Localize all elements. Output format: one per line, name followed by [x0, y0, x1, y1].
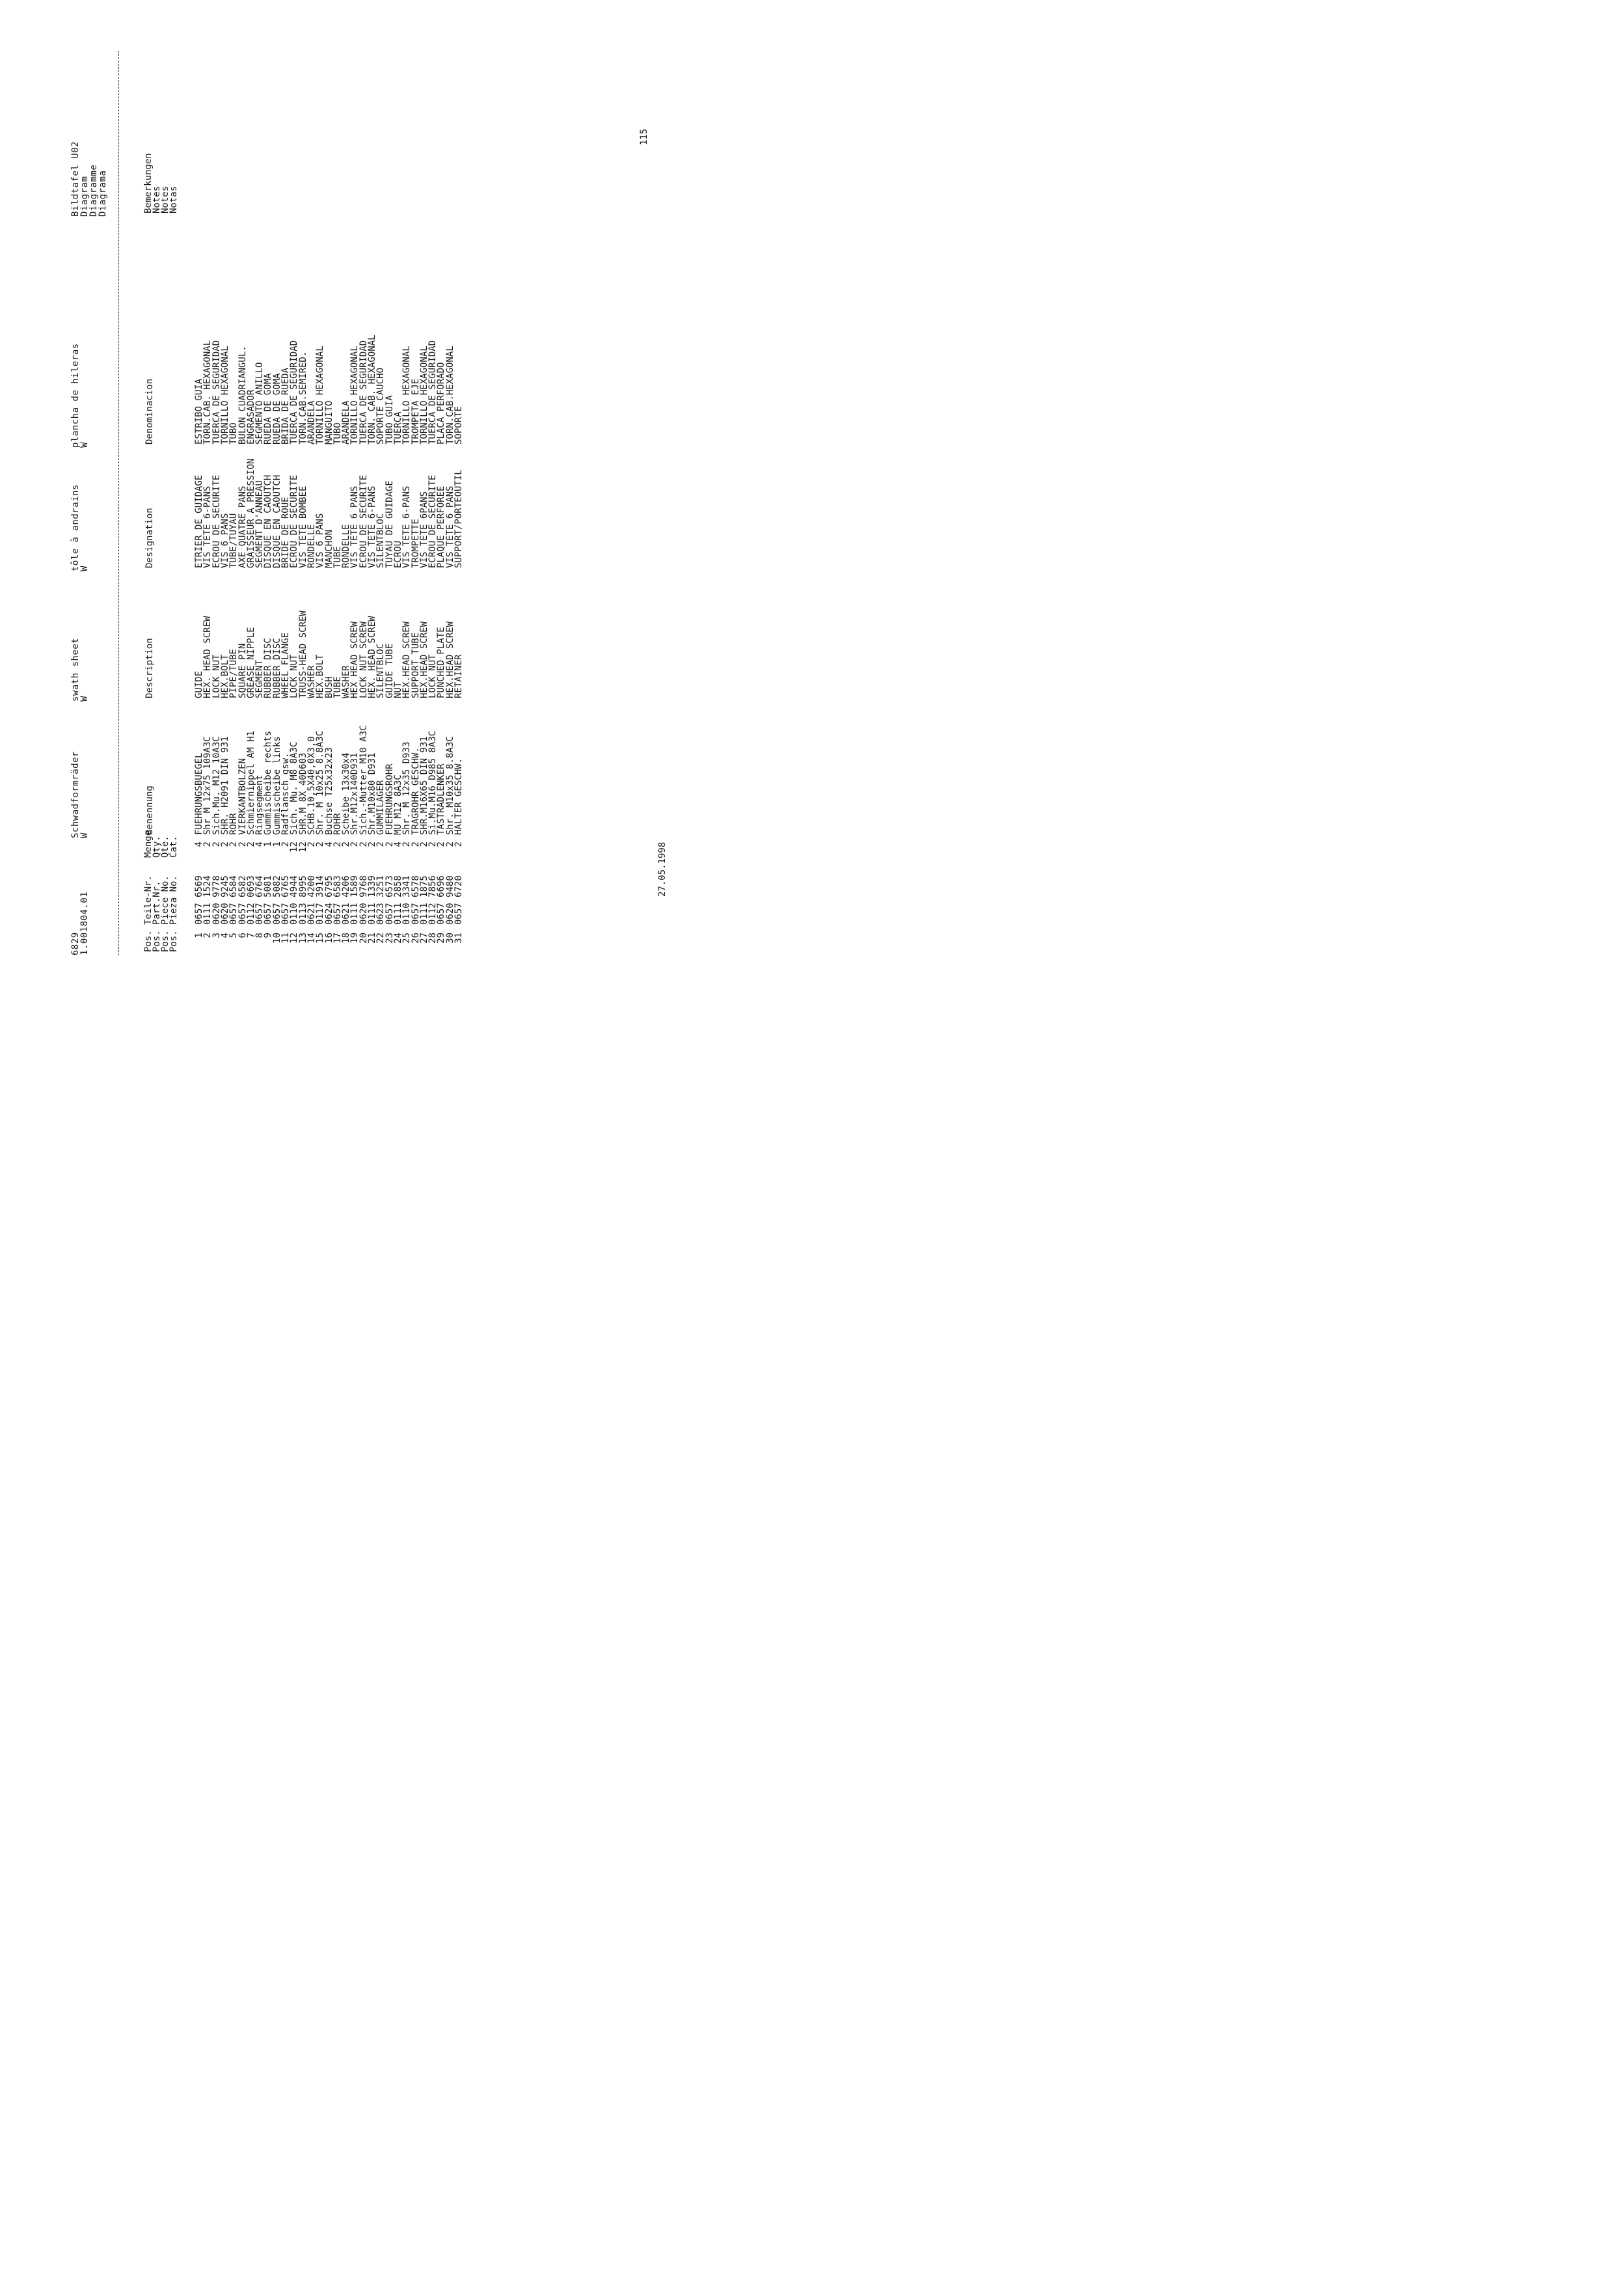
row-benennung: Sich. Mu. M8 8A3C [289, 741, 300, 835]
row-qty: 2 [427, 841, 439, 847]
row-qty: 2 [384, 841, 395, 847]
row-part-number: 0111 1339 [367, 875, 377, 925]
row-benennung: ROHR [228, 813, 239, 835]
row-pos: 3 [211, 933, 222, 938]
row-denominacion: TORNILLO HEXAGONAL [219, 346, 230, 444]
row-part-number: 0112 7856 [427, 875, 439, 925]
row-benennung: Gummischeibe rechts [263, 730, 274, 835]
row-designation: SILENTBLOC [375, 513, 386, 568]
row-description: BUSH [323, 676, 334, 698]
row-part-number: 0657 6578 [410, 875, 421, 925]
row-qty: 12 [297, 841, 308, 853]
row-denominacion: SOPORTE CAUCHO [375, 367, 386, 444]
row-designation: DISQUE EN CAOUTCH [263, 474, 274, 568]
row-denominacion: SOPORTE [453, 405, 464, 444]
row-pos: 17 [332, 933, 343, 944]
row-qty: 2 [341, 841, 352, 847]
row-denominacion: BRIDA DE RUEDA [280, 367, 291, 444]
row-benennung: FUEHRUNGSBUEGEL [194, 752, 204, 835]
row-designation: VIS TETE 6-PANS [367, 485, 377, 568]
row-description: HEX.HEAD SCREW [444, 621, 455, 698]
variant-es: W [79, 442, 90, 448]
row-designation: VIS TETE 6 PANS [444, 485, 455, 568]
row-part-number: 0657 6720 [453, 875, 464, 925]
row-description: SUPPORT TUBE [410, 632, 421, 698]
row-designation: BRIDE DE ROUE [280, 497, 291, 568]
row-denominacion: TORN.CAB. HEXAGONAL [202, 340, 213, 444]
row-description: LOCK NUT [427, 654, 439, 698]
row-pos: 30 [444, 933, 455, 944]
row-pos: 29 [436, 933, 447, 944]
row-benennung: Shr M 12x75 109A3C [202, 736, 213, 835]
row-qty: 2 [401, 841, 413, 847]
row-qty: 2 [237, 841, 248, 847]
header-divider [118, 51, 119, 955]
row-part-number: 0112 0693 [245, 875, 256, 925]
row-description: PUNCHED PLATE [436, 627, 447, 698]
row-designation: ECROU [392, 540, 403, 568]
col-title-description: Description [144, 638, 155, 698]
row-description: TRUSS-HEAD SCREW [297, 610, 308, 698]
row-denominacion: TORNILLO HEXAGONAL [349, 346, 360, 444]
row-denominacion: TUBO [332, 422, 343, 444]
row-description: RUBBER DISC [271, 638, 282, 698]
row-part-number: 0620 9778 [211, 875, 222, 925]
row-description: SILENTBLOC [375, 643, 386, 698]
row-benennung: Shr.M12x140D931 [349, 752, 360, 835]
row-benennung: Scheibe 13x30x4 [341, 752, 352, 835]
row-part-number: 0620 9768 [358, 875, 369, 925]
row-designation: RONDELLE [341, 524, 352, 568]
row-denominacion: RUEDA DE GOMA [263, 373, 274, 444]
row-denominacion: TORN.CAB.SEMIRED. [297, 351, 308, 444]
row-denominacion: TUERCA DE SEGURIDAD [289, 340, 300, 444]
row-benennung: GUMMILAGER [375, 780, 386, 835]
row-denominacion: TUERCA [392, 411, 403, 444]
row-part-number: 0657 6696 [436, 875, 447, 925]
col-title-benennung: Benennung [144, 786, 155, 835]
row-benennung: HALTER GESCHW. [453, 758, 464, 835]
row-part-number: 0620 9480 [444, 875, 455, 925]
col-title-designation: Designation [144, 508, 155, 568]
product-name-de: Schwadformräder [70, 751, 81, 838]
row-benennung: Schmiernippel AM H1 [245, 730, 256, 835]
row-denominacion: TUBO [228, 422, 239, 444]
row-denominacion: TORN.CAB.HEXAGONAL [444, 346, 455, 444]
row-designation: GRAISSEUR A PRESSION [245, 458, 256, 568]
row-designation: VIS TETE 6-PANS [401, 485, 413, 568]
print-date: 27.05.1998 [657, 841, 668, 897]
row-description: HEX HEAD SCREW [349, 621, 360, 698]
row-pos: 8 [254, 933, 265, 938]
row-benennung: Ringsegment [254, 774, 265, 835]
row-part-number: 0657 6573 [384, 875, 395, 925]
row-designation: VIS TETE 6-PANS [202, 485, 213, 568]
row-benennung: FUEHRUNGSROHR [384, 763, 395, 835]
row-description: RUBBER DISC [263, 638, 274, 698]
row-benennung: Si.Mu.M16 D985 8A3C [427, 730, 439, 835]
row-benennung: Shr. M 12x35 D933 [401, 741, 413, 835]
col-title-denominacion: Denominacion [144, 378, 155, 444]
row-description: WASHER [306, 665, 317, 698]
row-description: HEX. HEAD SCREW [202, 616, 213, 698]
row-part-number: 0623 3251 [375, 875, 386, 925]
row-part-number: 0621 4206 [341, 875, 352, 925]
row-benennung: Buchse T25x32x23 [323, 747, 334, 835]
row-pos: 22 [375, 933, 386, 944]
row-pos: 21 [367, 933, 377, 944]
row-denominacion: TUERCA DE SEGURIDAD [358, 340, 369, 444]
row-benennung: SHR.M 8X 40D603 [297, 752, 308, 835]
row-pos: 2 [202, 933, 213, 938]
row-qty: 4 [194, 841, 204, 847]
row-denominacion: ARANDELA [341, 400, 352, 444]
row-qty: 2 [418, 841, 429, 847]
row-denominacion: TORNILLO HEXAGONAL [401, 346, 413, 444]
page-number: 115 [639, 128, 649, 145]
row-designation: TROMPETTE [410, 519, 421, 568]
row-denominacion: TORNILLO HEXAGONAL [315, 346, 326, 444]
row-benennung: TRAGROHR GESCHW. [410, 747, 421, 835]
diagram-fr: Diagramme [88, 164, 99, 217]
row-qty: 2 [453, 841, 464, 847]
variant-en: W [79, 696, 90, 702]
row-pos: 25 [401, 933, 413, 944]
row-part-number: 0620 9245 [219, 875, 230, 925]
row-denominacion: ARANDELA [306, 400, 317, 444]
row-pos: 23 [384, 933, 395, 944]
row-pos: 1 [194, 933, 204, 938]
row-denominacion: ENGRASADOR [245, 389, 256, 444]
product-name-en: swath sheet [70, 637, 81, 702]
doc-number: 6829 [70, 932, 81, 955]
diagram-es: Diagrama [98, 170, 108, 217]
row-part-number: 0657 6764 [254, 875, 265, 925]
row-pos: 31 [453, 933, 464, 944]
row-description: GREASE NIPPLE [245, 627, 256, 698]
row-qty: 2 [211, 841, 222, 847]
variant-fr: W [79, 566, 90, 571]
row-designation: RONDELLE [306, 524, 317, 568]
row-qty: 2 [202, 841, 213, 847]
row-pos: 4 [219, 933, 230, 938]
row-part-number: 0111 1524 [202, 875, 213, 925]
row-designation: DISQUE EN CAOUTCH [271, 474, 282, 568]
row-description: NUT [392, 681, 403, 698]
row-pos: 20 [358, 933, 369, 944]
row-designation: VIS TETE 6 PANS [349, 485, 360, 568]
row-description: GUIDE [194, 670, 204, 698]
row-qty: 2 [332, 841, 343, 847]
row-designation: AXE QUATRE PANS [237, 485, 248, 568]
row-description: WASHER [341, 665, 352, 698]
row-part-number: 0657 6569 [194, 875, 204, 925]
row-pos: 15 [315, 933, 326, 944]
row-part-number: 0110 3341 [401, 875, 413, 925]
row-part-number: 0110 4944 [289, 875, 300, 925]
row-qty: 2 [349, 841, 360, 847]
row-designation: VIS 6 PANS [315, 513, 326, 568]
row-designation: ETRIER DE GUIDAGE [194, 474, 204, 568]
row-designation: SEGMENT D'ANNEAU [254, 480, 265, 568]
row-designation: SUPPORT/PORTEOUTIL [453, 469, 464, 568]
row-description: RETAINER [453, 654, 464, 698]
row-benennung: Gummischeibe links [271, 736, 282, 835]
row-designation: PLAQUE PERFOREE [436, 485, 447, 568]
row-description: SQUARE PIN [237, 643, 248, 698]
row-designation: ECROU DE SECURITE [358, 474, 369, 568]
row-part-number: 0657 6765 [280, 875, 291, 925]
row-pos: 14 [306, 933, 317, 944]
row-benennung: VIERKANTBOLZEN [237, 758, 248, 835]
col-title-notes: Bemerkungen Notes Notes Notas [143, 153, 179, 213]
row-designation: VIS TETE 6PANS [418, 491, 429, 568]
row-description: HEX.HEAD SCREW [418, 621, 429, 698]
row-pos: 13 [297, 933, 308, 944]
row-denominacion: TORN. CAB. HEXAGONAL [367, 335, 377, 444]
row-qty: 2 [444, 841, 455, 847]
row-designation: TUBE/TUYAU [228, 513, 239, 568]
row-qty: 2 [306, 841, 317, 847]
row-qty: 2 [219, 841, 230, 847]
row-designation: ECROU DE SECURITE [211, 474, 222, 568]
row-designation: ECROU DE SECURITE [427, 474, 439, 568]
row-benennung: SHR. H2091 DIN 931 [219, 736, 230, 835]
row-benennung: Shr. M 10x25 8.8A3C [315, 730, 326, 835]
row-qty: 4 [254, 841, 265, 847]
row-qty: 12 [289, 841, 300, 853]
row-qty: 2 [228, 841, 239, 847]
row-qty: 2 [245, 841, 256, 847]
row-pos: 9 [263, 933, 274, 938]
row-pos: 5 [228, 933, 239, 938]
row-description: WHEEL FLANGE [280, 632, 291, 698]
product-name-es: plancha de hileras [70, 343, 81, 448]
row-description: LOCK NUT [211, 654, 222, 698]
row-description: LOCK NUT SCREW [358, 621, 369, 698]
row-pos: 18 [341, 933, 352, 944]
col-title-pos: Pos. Pos. Pos. Pos. [143, 930, 179, 952]
row-denominacion: ESTRIBO GUIA [194, 378, 204, 444]
row-part-number: 0657 6584 [228, 875, 239, 925]
row-qty: 1 [271, 841, 282, 847]
row-benennung: Shr. M10x35 8.8A3C [444, 736, 455, 835]
row-denominacion: BULON CUADRIANGUL. [237, 346, 248, 444]
row-part-number: 0111 1875 [418, 875, 429, 925]
row-designation: ECROU DE SECURITE [289, 474, 300, 568]
row-denominacion: TORNILLO HEXAGONAL [418, 346, 429, 444]
row-benennung: SHR.M16X65 DIN 931 [418, 736, 429, 835]
row-part-number: 0113 8995 [297, 875, 308, 925]
row-part-number: 0657 6583 [332, 875, 343, 925]
row-denominacion: TUERCA DE SEGURIDAD [427, 340, 439, 444]
row-pos: 12 [289, 933, 300, 944]
row-pos: 28 [427, 933, 439, 944]
row-designation: MANCHON [323, 529, 334, 568]
row-designation: VIS TETE BOMBEE [297, 485, 308, 568]
row-denominacion: TUBO GUIA [384, 395, 395, 444]
row-pos: 10 [271, 933, 282, 944]
row-pos: 11 [280, 933, 291, 944]
row-designation: TUBE [332, 546, 343, 568]
row-part-number: 0624 6795 [323, 875, 334, 925]
row-description: GUIDE TUBE [384, 643, 395, 698]
row-part-number: 0111 2858 [392, 875, 403, 925]
row-qty: 2 [358, 841, 369, 847]
row-benennung: MU M12 8A3C [392, 774, 403, 835]
row-pos: 27 [418, 933, 429, 944]
row-part-number: 0117 3914 [315, 875, 326, 925]
row-designation: TUYAU DE GUIDAGE [384, 480, 395, 568]
row-description: HEX.BOLT [219, 654, 230, 698]
row-qty: 4 [392, 841, 403, 847]
row-part-number: 0111 1589 [349, 875, 360, 925]
parts-list-page [0, 0, 716, 1014]
row-part-number: 0657 6582 [237, 875, 248, 925]
row-description: HEX.HEAD SCREW [401, 621, 413, 698]
row-qty: 1 [263, 841, 274, 847]
row-description: SEGMENT [254, 659, 265, 698]
row-pos: 24 [392, 933, 403, 944]
row-pos: 16 [323, 933, 334, 944]
row-qty: 2 [375, 841, 386, 847]
product-name-fr: tôle à andrains [70, 484, 81, 571]
row-description: TUBE [332, 676, 343, 698]
row-denominacion: PLACA PERFORADO [436, 362, 447, 444]
row-benennung: Sich.Mu. M12 10A3C [211, 736, 222, 835]
bildtafel-label: Bildtafel U02 [70, 141, 81, 217]
row-denominacion: MANGUITO [323, 400, 334, 444]
row-part-number: 0657 5082 [271, 875, 282, 925]
row-qty: 2 [280, 841, 291, 847]
row-pos: 6 [237, 933, 248, 938]
row-part-number: 0621 4200 [306, 875, 317, 925]
variant-de: W [79, 832, 90, 838]
row-denominacion: TUERCA DE SEGURIDAD [211, 340, 222, 444]
col-title-part: Teile-Nr. Part.Nr. Piece No. Pieza No. [143, 875, 179, 925]
row-benennung: Shr.M10x80 D931 [367, 752, 377, 835]
row-pos: 26 [410, 933, 421, 944]
row-qty: 2 [315, 841, 326, 847]
row-pos: 7 [245, 933, 256, 938]
row-qty: 4 [323, 841, 334, 847]
row-description: LOCK NUT [289, 654, 300, 698]
row-description: PIPE/TUBE [228, 649, 239, 698]
row-qty: 2 [410, 841, 421, 847]
row-designation: VIS 6 PANS [219, 513, 230, 568]
row-denominacion: TROMPETA EJE [410, 378, 421, 444]
row-denominacion: RUEDA DE GOMA [271, 373, 282, 444]
catalog-number: 1.001804.01 [79, 891, 90, 955]
row-qty: 2 [367, 841, 377, 847]
row-description: HEX. HEAD SCREW [367, 616, 377, 698]
row-benennung: Sich.-Mutter M10 A3C [358, 725, 369, 835]
col-title-qty: Menge Qty. Qte. Cat. [143, 830, 179, 858]
row-benennung: SCHB.10,5X40,0X3,0 [306, 736, 317, 835]
row-denominacion: SEGMENTO ANILLO [254, 362, 265, 444]
row-part-number: 0657 5081 [263, 875, 274, 925]
row-benennung: ROHR [332, 813, 343, 835]
row-qty: 2 [436, 841, 447, 847]
row-benennung: TASTRADLENKER [436, 763, 447, 835]
row-benennung: Radflansch gsw. [280, 752, 291, 835]
diagram-en: Diagram [79, 176, 90, 217]
row-pos: 19 [349, 933, 360, 944]
row-description: HEX.BOLT [315, 654, 326, 698]
